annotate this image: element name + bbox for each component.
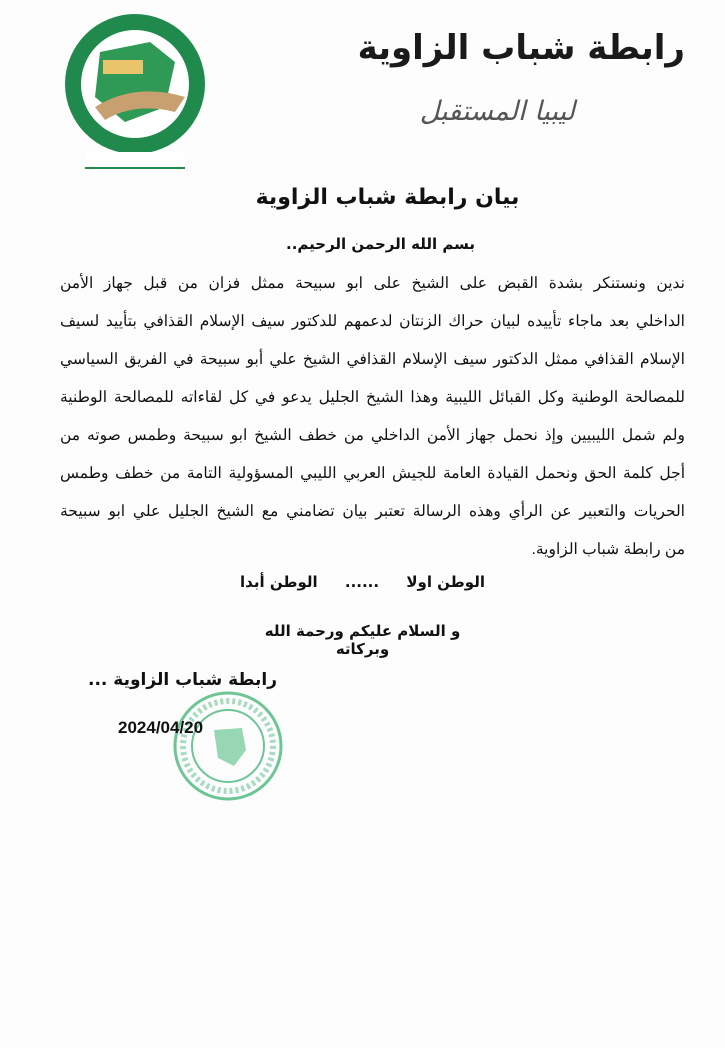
statement-body [60,270,685,574]
body-line: الحريات والتعبير عن الرأي وهذه الرسالة تعتبر بيان تضامني مع الشيخ الجليل علي ابو سبيحة [60,503,685,520]
body-line: ندين ونستنكر بشدة القبض على الشيخ على ابو سبيحة ممثل فزان من قبل جهاز الأمن [60,275,685,292]
slogan-left: الوطن أبدا [240,573,318,591]
organization-name: رابطة شباب الزاوية [357,28,685,68]
document-title: بيان رابطة شباب الزاوية [255,185,520,210]
slogan-right: الوطن اولا [406,573,485,591]
document-date: 2024/04/20 [118,718,204,737]
body-line: الداخلي بعد ماجاء تأييده لبيان حراك الزنتان لدعمهم للدكتور سيف الإسلام القذافي بتأييد لسيف [60,313,685,330]
body-line: للمصالحة الوطنية وكل القبائل الليبية وهذا الشيخ الجليل يدعو في كل لقاءاته للمصالحة الوطنية [60,389,685,406]
organization-tagline: ليبيا المستقبل [419,96,575,127]
closing-greeting: و السلام عليكم ورحمة الله وبركاته [264,622,461,658]
slogan [240,573,485,591]
body-line: الإسلام القذافي ممثل الدكتور سيف الإسلام القذافي الشيخ علي أبو سبيحة في الفريق السياسي [60,351,685,368]
basmala: بسم الله الرحمن الرحيم.. [286,235,475,253]
slogan-dots: ...... [344,573,380,591]
body-line: من رابطة شباب الزاوية. [531,541,685,558]
body-line: ولم شمل الليبيين وإذ نحمل جهاز الأمن الداخلي من خطف الشيخ ابو سبيحة وطمس صوته من [60,427,685,444]
organization-logo [55,12,215,172]
body-line: أجل كلمة الحق ونحمل القيادة العامة للجيش العربي الليبي المسؤولية التامة من خطف وطمس [60,465,685,482]
official-stamp [172,690,284,802]
signature: رابطة شباب الزاوية ... [88,670,277,690]
